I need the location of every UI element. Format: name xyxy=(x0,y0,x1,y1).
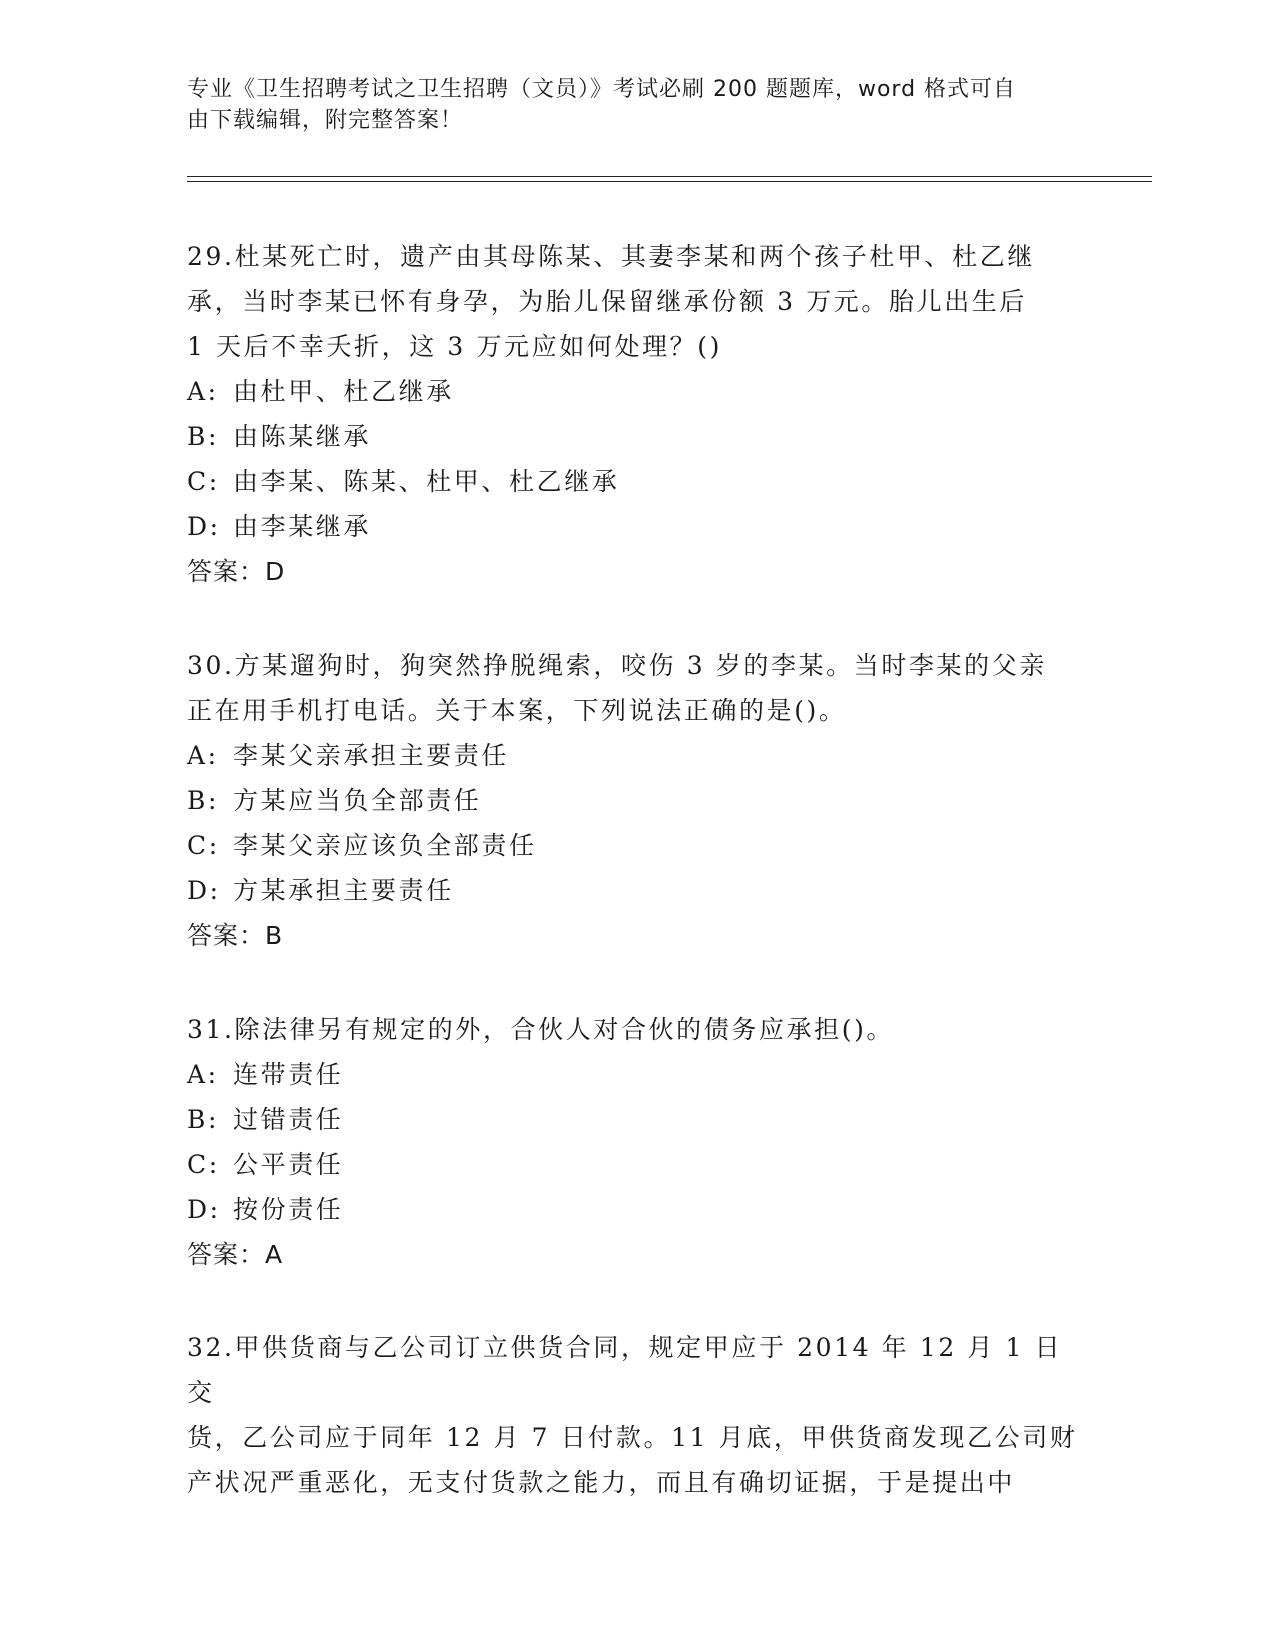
option-text: 公平责任 xyxy=(233,1150,344,1179)
question-stem-line: 30.方某遛狗时，狗突然挣脱绳索，咬伤 3 岁的李某。当时李某的父亲 xyxy=(187,651,1047,680)
option-d xyxy=(187,504,1087,549)
question-stem-line: 31.除法律另有规定的外，合伙人对合伙的债务应承担()。 xyxy=(187,1015,895,1044)
option-b xyxy=(187,414,1087,459)
header-divider-top xyxy=(187,176,1152,177)
option-text: 过错责任 xyxy=(233,1105,344,1134)
option-text: 李某父亲应该负全部责任 xyxy=(233,831,537,860)
option-letter: C: xyxy=(187,831,220,860)
option-letter: B: xyxy=(187,786,219,815)
option-c xyxy=(187,823,1087,868)
option-text: 由杜甲、杜乙继承 xyxy=(233,377,454,406)
header-line-1: 专业《卫生招聘考试之卫生招聘（文员）》考试必刷 200 题题库，word 格式可自 xyxy=(187,77,1017,102)
option-d xyxy=(187,868,1087,913)
question-stem-line: 产状况严重恶化，无支付货款之能力，而且有确切证据，于是提出中 xyxy=(187,1468,1016,1497)
option-text: 方某应当负全部责任 xyxy=(233,786,482,815)
option-text: 按份责任 xyxy=(233,1195,344,1224)
question-30 xyxy=(187,643,1087,958)
question-stem-line: 29.杜某死亡时，遗产由其母陈某、其妻李某和两个孩子杜甲、杜乙继 xyxy=(187,242,1035,271)
option-a xyxy=(187,733,1087,778)
document-header xyxy=(187,74,1067,136)
option-letter: C: xyxy=(187,467,220,496)
option-b xyxy=(187,1097,1087,1142)
question-stem-line: 货，乙公司应于同年 12 月 7 日付款。11 月底，甲供货商发现乙公司财 xyxy=(187,1423,1078,1452)
option-text: 由陈某继承 xyxy=(233,422,372,451)
option-text: 由李某、陈某、杜甲、杜乙继承 xyxy=(233,467,620,496)
header-divider-bottom xyxy=(187,181,1152,182)
answer-line: 答案：A xyxy=(187,1240,284,1269)
option-c xyxy=(187,459,1087,504)
question-stem-line: 承，当时李某已怀有身孕，为胎儿保留继承份额 3 万元。胎儿出生后 xyxy=(187,287,1028,316)
question-stem-line: 正在用手机打电话。关于本案，下列说法正确的是()。 xyxy=(187,696,847,725)
option-letter: A: xyxy=(187,741,219,770)
option-text: 李某父亲承担主要责任 xyxy=(233,741,510,770)
option-letter: A: xyxy=(187,377,219,406)
option-letter: D: xyxy=(187,512,221,541)
question-29 xyxy=(187,234,1087,594)
option-d xyxy=(187,1187,1087,1232)
option-c xyxy=(187,1142,1087,1187)
option-letter: C: xyxy=(187,1150,220,1179)
option-text: 方某承担主要责任 xyxy=(233,876,454,905)
option-letter: B: xyxy=(187,422,219,451)
option-a xyxy=(187,1052,1087,1097)
option-text: 由李某继承 xyxy=(233,512,372,541)
option-text: 连带责任 xyxy=(233,1060,344,1089)
header-line-2: 由下载编辑，附完整答案！ xyxy=(187,108,464,133)
answer-line: 答案：B xyxy=(187,921,284,950)
question-stem-line: 1 天后不幸夭折，这 3 万元应如何处理？() xyxy=(187,332,722,361)
option-letter: B: xyxy=(187,1105,219,1134)
option-letter: D: xyxy=(187,876,221,905)
option-letter: D: xyxy=(187,1195,221,1224)
question-32 xyxy=(187,1325,1087,1505)
question-31 xyxy=(187,1007,1087,1277)
option-letter: A: xyxy=(187,1060,219,1089)
answer-line: 答案：D xyxy=(187,557,286,586)
option-a xyxy=(187,369,1087,414)
option-b xyxy=(187,778,1087,823)
question-stem-line: 32.甲供货商与乙公司订立供货合同，规定甲应于 2014 年 12 月 1 日交 xyxy=(187,1333,1063,1407)
